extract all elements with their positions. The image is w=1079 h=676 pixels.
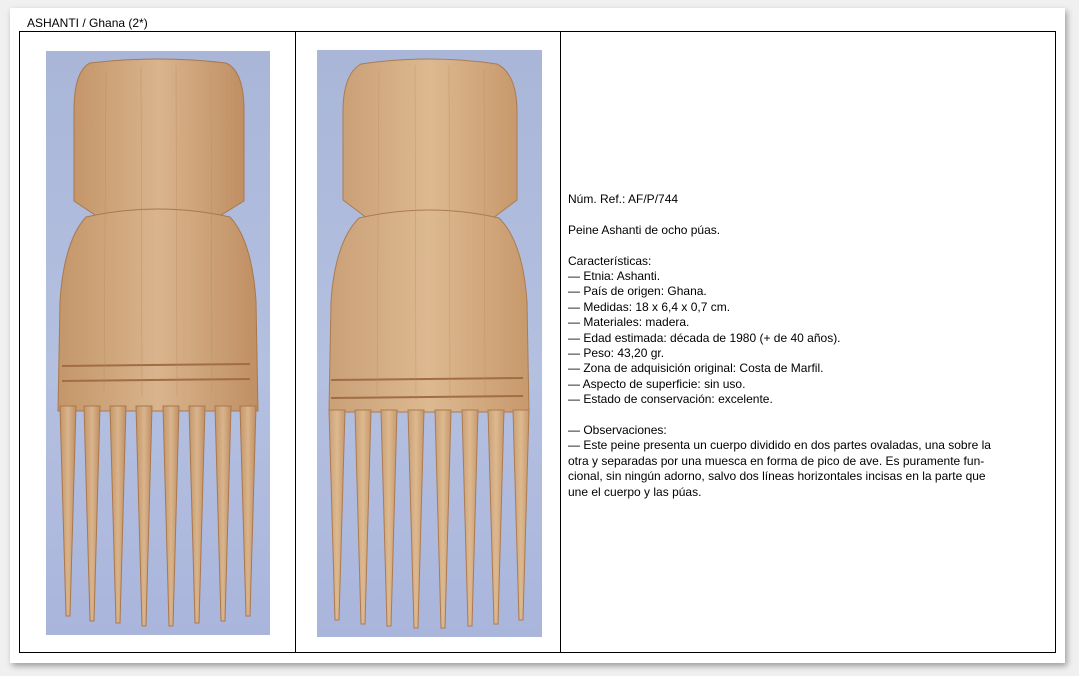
characteristic-item: — Materiales: madera. <box>568 315 690 330</box>
comb-head <box>74 59 244 223</box>
characteristic-item: — Peso: 43,20 gr. <box>568 346 665 361</box>
characteristic-item: — Estado de conservación: excelente. <box>568 392 773 407</box>
back-photo-cell <box>296 32 561 652</box>
comb-head <box>343 59 517 224</box>
document-title: ASHANTI / Ghana (2*) <box>27 16 148 30</box>
characteristic-item: — Zona de adquisición original: Costa de Marfil. <box>568 361 824 376</box>
characteristic-item: — País de origen: Ghana. <box>568 284 707 299</box>
item-description <box>568 192 1042 500</box>
characteristic-item: — Aspecto de superficie: sin uso. <box>568 376 746 391</box>
document-page <box>10 8 1065 663</box>
catalog-table <box>19 31 1056 653</box>
item-summary: Peine Ashanti de ocho púas. <box>568 222 721 237</box>
characteristic-item: — Etnia: Ashanti. <box>568 269 661 283</box>
front-photo-cell <box>20 32 296 652</box>
comb-back-illustration <box>317 50 542 637</box>
reference-number: Núm. Ref.: AF/P/744 <box>568 192 679 206</box>
comb-front-image <box>46 51 270 635</box>
observations-line: une el cuerpo y las púas. <box>568 484 702 499</box>
description-cell <box>561 32 1055 652</box>
comb-back-image <box>317 50 542 637</box>
observations-title: — Observaciones: <box>568 423 667 438</box>
comb-front-illustration <box>46 51 270 635</box>
observations-line: — Este peine presenta un cuerpo dividido en dos partes ovaladas, una sobre la <box>568 438 991 453</box>
comb-body <box>329 210 529 412</box>
observations-line: otra y separadas por una muesca en forma de pico de ave. Es puramente fun- <box>568 453 985 468</box>
observations-line: cional, sin ningún adorno, salvo dos líneas horizontales incisas en la parte que <box>568 469 986 484</box>
characteristic-item: — Medidas: 18 x 6,4 x 0,7 cm. <box>568 299 731 314</box>
characteristics-title: Características: <box>568 253 652 268</box>
characteristic-item: — Edad estimada: década de 1980 (+ de 40 años). <box>568 330 841 345</box>
